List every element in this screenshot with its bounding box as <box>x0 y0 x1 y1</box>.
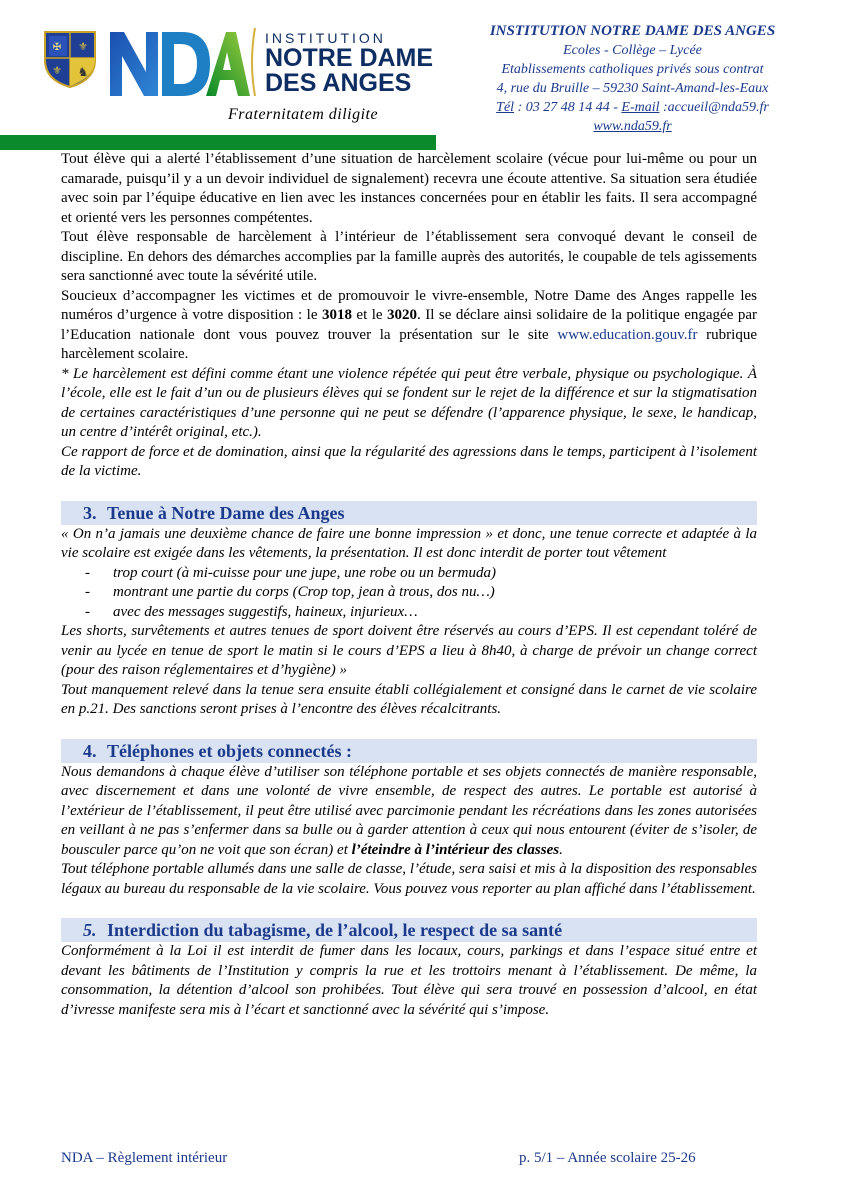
paragraph-tenue-intro: « On n’a jamais une deuxième chance de faire une bonne impression » et donc, une tenue correcte et adaptée à la vie scolaire est exigée dans les vêtements, la présentation. Il est donc interdit de porter tout vêtement <box>61 525 757 561</box>
coat-of-arms-icon <box>43 30 97 88</box>
email-value[interactable]: :accueil@nda59.fr <box>659 100 769 115</box>
section-heading-phones <box>61 739 757 763</box>
section-title: Tenue à Notre Dame des Anges <box>107 502 345 523</box>
header-green-bar <box>0 135 436 150</box>
section-number: 5. <box>83 920 97 940</box>
tel-value: : 03 27 48 14 44 - <box>514 100 622 115</box>
paragraph-emergency-numbers: Soucieux d’accompagner les victimes et de promouvoir le vivre-ensemble, Notre Dame des Anges rappelle les numéros d’urgence à votre disposition : le 3018 et le 3020. Il se déclare ainsi solidaire de la politique engagée par l’Education nationale dont vous pouvez trouver la présentation sur le site www.education.gouv.fr rubrique harcèlement scolaire. <box>61 287 757 362</box>
number-3018: 3018 <box>321 307 352 323</box>
website-link[interactable]: www.nda59.fr <box>593 119 672 134</box>
logo-line-des-anges: DES ANGES <box>265 69 412 97</box>
paragraph-phones-usage: Nous demandons à chaque élève d’utiliser son téléphone portable et ses objets connectés de manière responsable, avec discernement et dans une volonté de vivre ensemble, de respect des autres. Le portable est autorisé à l’extérieur de l’établissement, il peut être utilisé avec parcimonie pendant les récréations dans les zones autorisées en veillant à ne pas s’enfermer dans sa bulle ou à garder attention à ceux qui nous entourent (éviter de s’isoler, de bousculer parce qu’on ne voit que son écran) et l’éteindre à l’intérieur des classes. <box>61 763 757 858</box>
paragraph-tobacco-alcohol: Conformément à la Loi il est interdit de fumer dans les locaux, cours, parkings et dans l’espace situé entre et devant les bâtiments de l’Institution y compris la rue et les trottoirs menant à l’établissement. De même, la consommation, la détention d’alcool son prohibées. Tout élève qui sera trouvé en possession d’alcool, en état d’ivresse manifeste sera mis à l’écart et sanctionné avec la sévérité qui s’impose. <box>61 943 757 1018</box>
paragraph-definition: * Le harcèlement est défini comme étant une violence répétée qui peut être verbale, physique ou psychologique. À l’école, elle est le fait d’un ou de plusieurs élèves qui se fondent sur le rejet de la différence et sur la stigmatisation de certaines caractéristiques d’une personne qui ne peut se défendre (l’apparence physique, le sexe, le handicap, un centre d’intérêt original, etc.). <box>61 365 757 440</box>
logo-divider-icon <box>249 28 257 96</box>
section-heading-tenue <box>61 501 757 525</box>
contact-line-status: Etablissements catholiques privés sous contrat <box>501 62 764 77</box>
page-header <box>0 0 848 152</box>
svg-text:♞: ♞ <box>77 65 89 79</box>
logo-line-institution: INSTITUTION <box>265 30 386 46</box>
section-number: 3. <box>83 502 97 523</box>
main-content <box>61 150 757 1020</box>
motto: Fraternitatem diligite <box>228 106 379 123</box>
logo-line-notre-dame: NOTRE DAME <box>265 44 434 72</box>
svg-text:⚜: ⚜ <box>52 64 62 77</box>
paragraph-power-relation: Ce rapport de force et de domination, ainsi que la régularité des agressions dans le temps, participent à l’isolement de la victime. <box>61 443 757 479</box>
section-title: Téléphones et objets connectés : <box>107 740 352 761</box>
email-label: E-mail <box>621 100 660 115</box>
paragraph-sanctions: Tout manquement relevé dans la tenue sera ensuite établi collégialement et consigné dans le carnet de vie scolaire en p.21. Des sanctions seront prises à l’encontre des élèves récalcitrants. <box>61 681 757 717</box>
list-item: - trop court (à mi-cuisse pour une jupe, une robe ou un bermuda) <box>85 564 496 581</box>
contact-line-schools: Ecoles - Collège – Lycée <box>563 43 702 58</box>
contact-title: INSTITUTION NOTRE DAME DES ANGES <box>489 23 776 39</box>
education-gouv-link[interactable]: www.education.gouv.fr <box>557 326 698 343</box>
footer-page-info: p. 5/1 – Année scolaire 25-26 <box>519 1150 696 1166</box>
list-item: - avec des messages suggestifs, haineux, injurieux… <box>85 603 418 620</box>
number-3020: 3020 <box>387 307 418 323</box>
list-item: - montrant une partie du corps (Crop top, jean à trous, dos nu…) <box>85 584 495 600</box>
phones-off-in-class: l’éteindre à l’intérieur des classes <box>351 841 560 858</box>
nda-logo-icon <box>110 28 250 98</box>
svg-text:✠: ✠ <box>52 42 62 53</box>
logo-wordmark <box>265 30 455 96</box>
tel-label: Tél <box>496 100 515 115</box>
section-title: Interdiction du tabagisme, de l’alcool, le respect de sa santé <box>107 920 563 940</box>
paragraph-discipline: Tout élève responsable de harcèlement à l’intérieur de l’établissement sera convoqué devant le conseil de discipline. En dehors des démarches accomplies par la famille auprès des autorités, le coupable de tels agissements sera sanctionné avec toute la sévérité utile. <box>61 229 757 284</box>
contact-block <box>460 22 805 136</box>
paragraph-phones-confiscation: Tout téléphone portable allumés dans une salle de classe, l’étude, sera saisi et mis à la disposition des responsables légaux au bureau du responsable de la vie scolaire. Vous pouvez vous reporter au plan affiché dans l’établissement. <box>61 861 757 897</box>
dress-code-list <box>61 564 757 623</box>
paragraph-sport-clothing: Les shorts, survêtements et autres tenues de sport doivent être réservés au cours d’EPS. Il est cependant toléré de venir au lycée en tenue de sport le matin si le cours d’EPS a lieu à 8h40, à charge de prévoir un change correct (pour des raison réglementaires et d’hygiène) » <box>61 623 757 678</box>
paragraph-alert: Tout élève qui a alerté l’établissement d’une situation de harcèlement scolaire (vécue pour lui-même ou pour un camarade, puisqu’il y a un devoir individuel de signalement) recevra une écoute attentive. Sa situation sera étudiée avec soin par l’équipe éducative en lien avec les instances concernées pour en établir les faits. Il sera accompagné et orienté vers les personnes compétentes. <box>61 151 757 226</box>
section-number: 4. <box>83 740 97 761</box>
svg-text:⚜: ⚜ <box>78 40 88 53</box>
contact-line-address: 4, rue du Bruille – 59230 Saint-Amand-les-Eaux <box>496 81 769 96</box>
footer-document-title: NDA – Règlement intérieur <box>61 1150 228 1166</box>
contact-line-phone-email <box>460 98 805 117</box>
section-heading-tobacco-alcohol <box>61 918 757 942</box>
